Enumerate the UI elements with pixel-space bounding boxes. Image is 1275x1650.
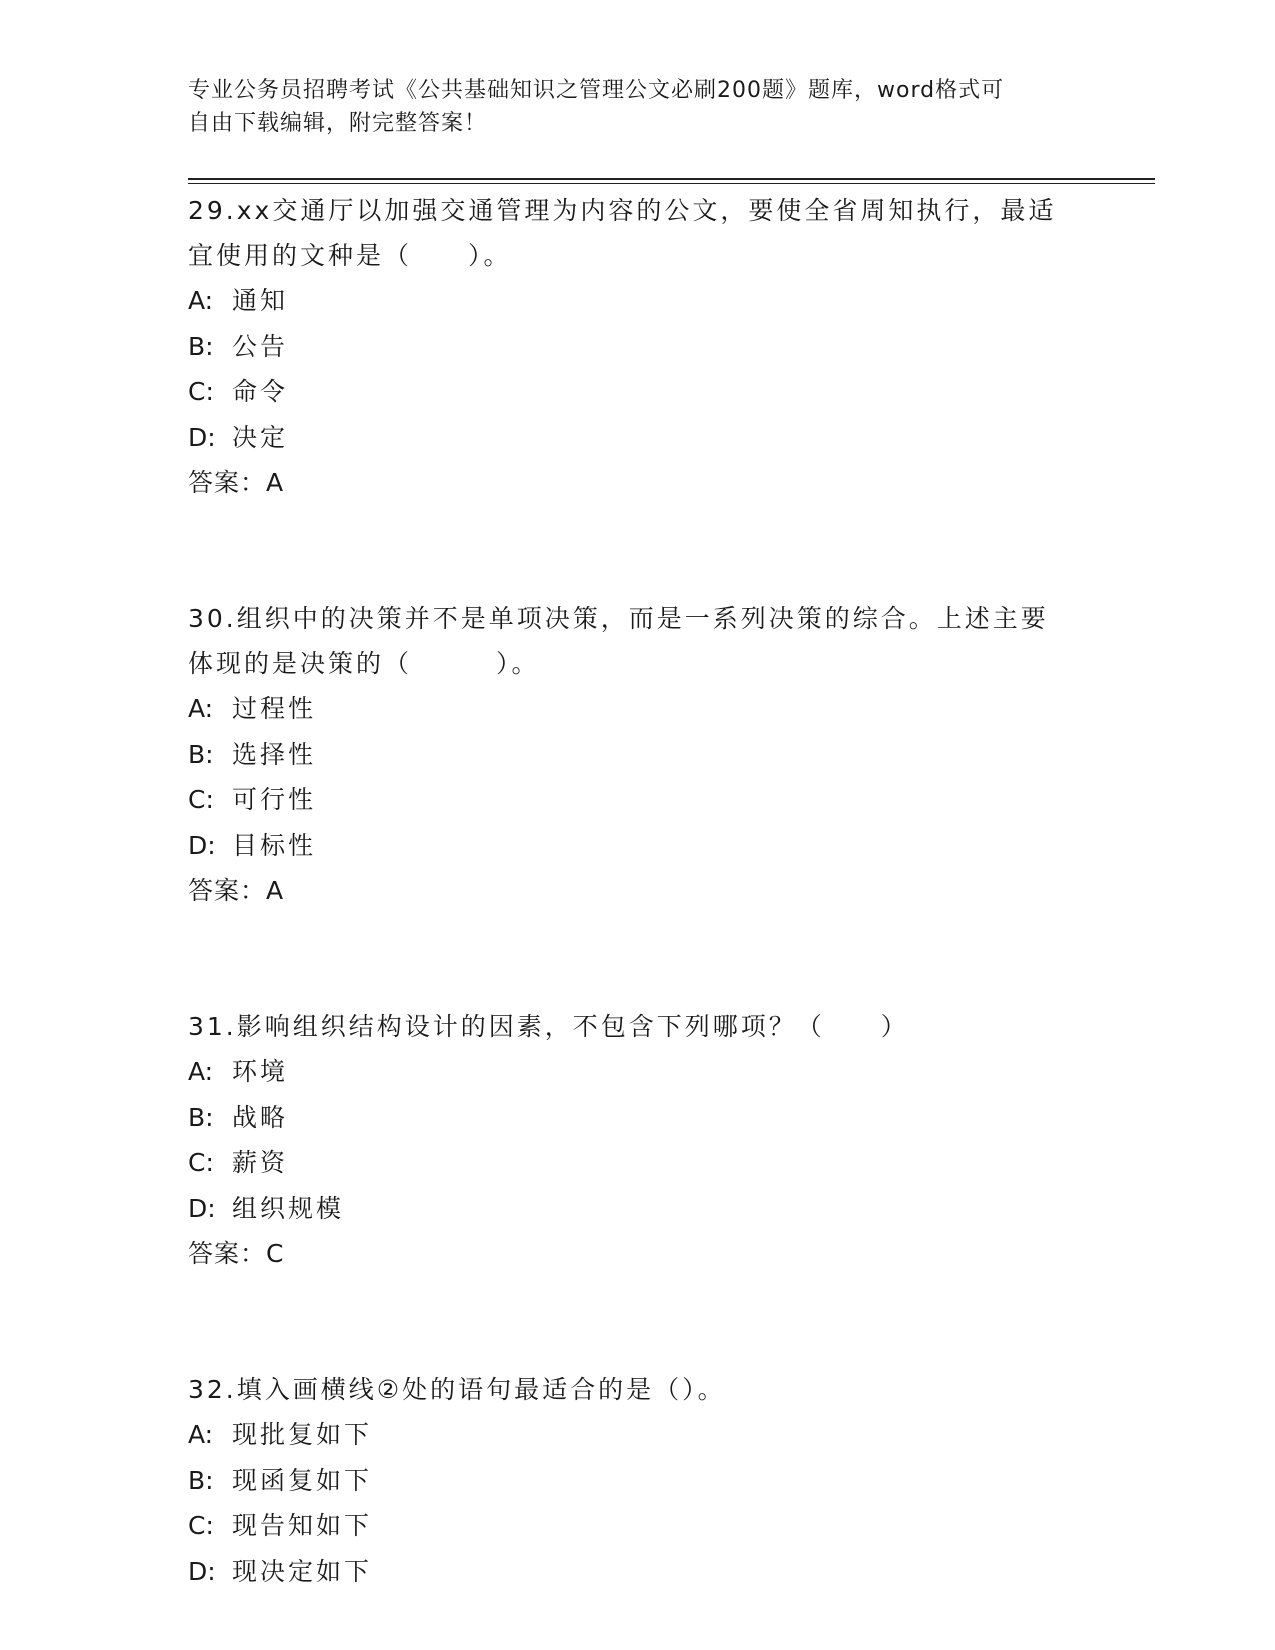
question-stem-line-2: 体现的是决策的（ ）。 — [188, 649, 540, 678]
option-c — [188, 777, 1088, 823]
question-stem — [188, 188, 1088, 278]
option-b — [188, 1095, 1088, 1141]
option-text: 过程性 — [232, 694, 317, 723]
question-29 — [188, 188, 1088, 505]
option-d — [188, 1549, 1088, 1595]
answer-line: 答案：C — [188, 1239, 285, 1268]
question-32 — [188, 1367, 1088, 1594]
option-key: A: — [188, 1420, 214, 1449]
option-a — [188, 1049, 1088, 1095]
option-text: 现决定如下 — [232, 1556, 373, 1586]
question-stem-line-1: 30.组织中的决策并不是单项决策，而是一系列决策的综合。上述主要 — [188, 604, 1049, 633]
header-divider-thin — [188, 183, 1155, 184]
option-a — [188, 1412, 1088, 1458]
question-stem — [188, 1004, 1088, 1049]
question-31 — [188, 1004, 1088, 1276]
option-key: A: — [188, 286, 214, 315]
option-d — [188, 1186, 1088, 1232]
option-key: B: — [188, 739, 214, 769]
option-b — [188, 1458, 1088, 1504]
question-list — [188, 188, 1088, 1594]
option-a — [188, 686, 1088, 732]
option-text: 薪资 — [232, 1148, 289, 1177]
option-key: C: — [188, 377, 214, 406]
question-stem-line-2: 宜使用的文种是（ ）。 — [188, 241, 512, 270]
document-header — [188, 74, 1088, 140]
question-stem — [188, 1367, 1088, 1412]
option-b — [188, 732, 1088, 778]
option-key: B: — [188, 1465, 214, 1495]
option-b — [188, 324, 1088, 370]
header-divider-thick — [188, 178, 1155, 180]
option-text: 现批复如下 — [232, 1420, 373, 1449]
option-key: D: — [188, 830, 216, 860]
option-key: D: — [188, 1193, 216, 1223]
option-text: 选择性 — [232, 739, 317, 769]
option-key: A: — [188, 694, 214, 723]
question-30 — [188, 596, 1088, 913]
option-key: D: — [188, 1556, 216, 1586]
question-spacer — [188, 505, 1088, 596]
option-text: 可行性 — [232, 785, 317, 814]
question-stem-line-1: 32.填入画横线②处的语句最适合的是（）。 — [188, 1375, 726, 1404]
option-key: A: — [188, 1057, 214, 1086]
option-c — [188, 1503, 1088, 1549]
option-key: D: — [188, 422, 216, 452]
answer-line: 答案：A — [188, 468, 285, 497]
option-text: 环境 — [232, 1057, 289, 1086]
question-stem-line-1: 29.xx交通厅以加强交通管理为内容的公文，要使全省周知执行，最适 — [188, 196, 1057, 225]
option-c — [188, 369, 1088, 415]
option-text: 决定 — [232, 422, 289, 452]
answer-line: 答案：A — [188, 876, 285, 905]
option-text: 公告 — [232, 331, 289, 361]
option-key: C: — [188, 785, 214, 814]
question-spacer — [188, 913, 1088, 1004]
option-text: 组织规模 — [232, 1193, 345, 1223]
option-text: 现告知如下 — [232, 1511, 373, 1540]
option-text: 通知 — [232, 286, 289, 315]
header-line-2: 自由下载编辑，附完整答案！ — [188, 111, 488, 136]
option-key: C: — [188, 1148, 214, 1177]
option-key: B: — [188, 1102, 214, 1132]
option-d — [188, 823, 1088, 869]
question-stem — [188, 596, 1088, 686]
option-text: 命令 — [232, 377, 289, 406]
option-key: C: — [188, 1511, 214, 1540]
option-text: 战略 — [232, 1102, 289, 1132]
option-d — [188, 415, 1088, 461]
option-c — [188, 1140, 1088, 1186]
option-text: 目标性 — [232, 830, 317, 860]
option-a — [188, 278, 1088, 324]
question-stem-line-1: 31.影响组织结构设计的因素，不包含下列哪项？（ ） — [188, 1012, 909, 1041]
header-line-1: 专业公务员招聘考试《公共基础知识之管理公文必刷200题》题库，word格式可 — [188, 78, 1005, 103]
option-key: B: — [188, 331, 214, 361]
option-text: 现函复如下 — [232, 1465, 373, 1495]
question-spacer — [188, 1276, 1088, 1367]
